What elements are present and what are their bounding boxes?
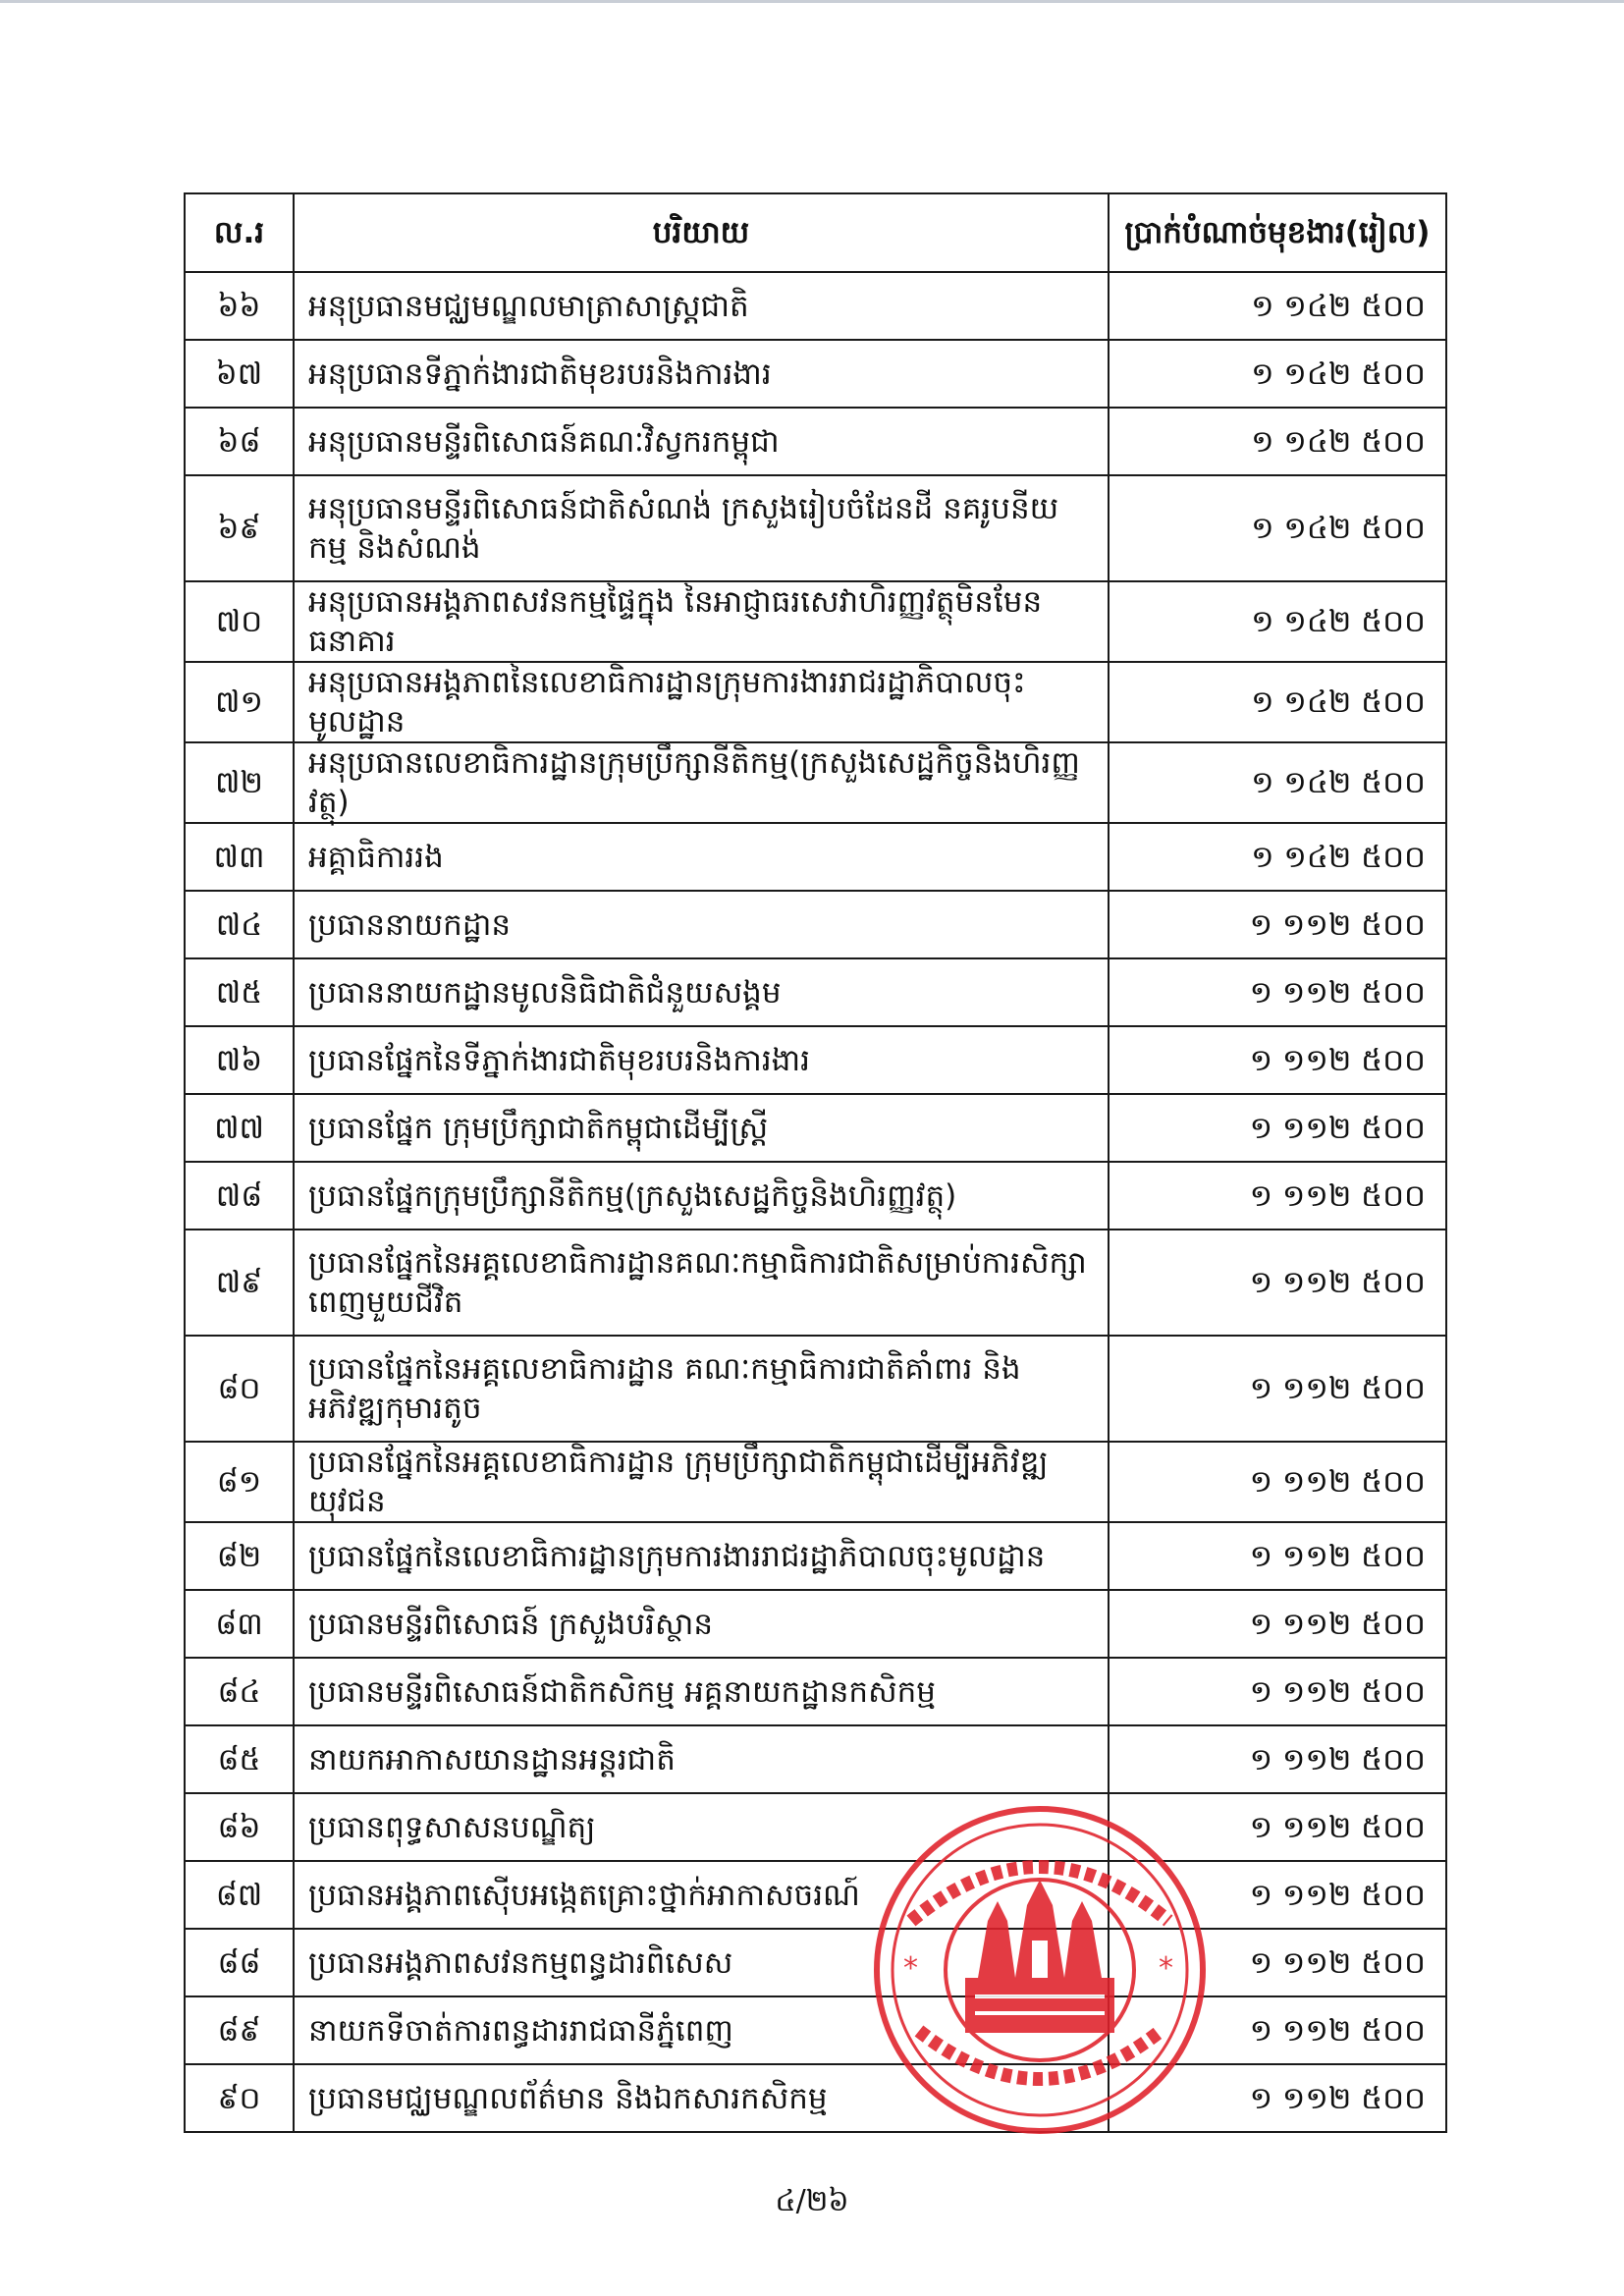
table-row	[185, 2064, 1446, 2132]
row-description: ប្រធានផ្នែកនៃអគ្គលេខាធិការដ្ឋាន ក្រុមប្រឹក្សាជាតិកម្ពុជាដើម្បីអភិវឌ្ឍយុវជន	[294, 1442, 1109, 1522]
top-edge-line	[0, 0, 1624, 3]
row-amount: ១ ១១២ ៥០០	[1109, 1442, 1446, 1522]
row-number: ៧៥	[185, 958, 294, 1026]
table-row	[185, 1725, 1446, 1793]
row-description: អនុប្រធានមជ្ឈមណ្ឌលមាត្រាសាស្ត្រជាតិ	[294, 272, 1109, 340]
header-amount: ប្រាក់បំណាច់មុខងារ(រៀល)	[1109, 193, 1446, 272]
table-row	[185, 1590, 1446, 1658]
row-amount: ១ ១១២ ៥០០	[1109, 1929, 1446, 1996]
row-amount: ១ ១៤២ ៥០០	[1109, 340, 1446, 408]
row-description: ប្រធានផ្នែកនៃទីភ្នាក់ងារជាតិមុខរបរនិងការងារ	[294, 1026, 1109, 1094]
row-description: ប្រធានមន្ទីរពិសោធន៍ ក្រសួងបរិស្ថាន	[294, 1590, 1109, 1658]
row-number: ៦៧	[185, 340, 294, 408]
row-description: អនុប្រធានលេខាធិការដ្ឋានក្រុមប្រឹក្សានីតិកម្ម(ក្រសួងសេដ្ឋកិច្ចនិងហិរញ្ញវត្ថុ)	[294, 742, 1109, 823]
table-row	[185, 823, 1446, 891]
row-number: ៨០	[185, 1336, 294, 1442]
row-amount: ១ ១៤២ ៥០០	[1109, 662, 1446, 742]
table-row	[185, 1861, 1446, 1929]
table-row	[185, 475, 1446, 581]
table-row	[185, 1026, 1446, 1094]
row-amount: ១ ១១២ ៥០០	[1109, 1725, 1446, 1793]
table-header-row	[185, 193, 1446, 272]
row-description: នាយកអាកាសយានដ្ឋានអន្តរជាតិ	[294, 1725, 1109, 1793]
row-description: អគ្គាធិការរង	[294, 823, 1109, 891]
row-number: ៧៧	[185, 1094, 294, 1162]
row-number: ៨៨	[185, 1929, 294, 1996]
table-row	[185, 1929, 1446, 1996]
row-amount: ១ ១១២ ៥០០	[1109, 1094, 1446, 1162]
row-description: អនុប្រធានអង្គភាពសវនកម្មផ្ទៃក្នុង នៃអាជ្ញាធរសេវាហិរញ្ញវត្ថុមិនមែនធនាគារ	[294, 581, 1109, 662]
allowance-table-container	[184, 192, 1445, 2133]
row-amount: ១ ១១២ ៥០០	[1109, 1793, 1446, 1861]
row-description: ប្រធានផ្នែកនៃអគ្គលេខាធិការដ្ឋានគណៈកម្មាធិការជាតិសម្រាប់ការសិក្សាពេញមួយជីវិត	[294, 1230, 1109, 1336]
table-row	[185, 958, 1446, 1026]
row-number: ៦៨	[185, 408, 294, 475]
table-row	[185, 581, 1446, 662]
table-row	[185, 1162, 1446, 1230]
row-description: នាយកទីចាត់ការពន្ធដាររាជធានីភ្នំពេញ	[294, 1996, 1109, 2064]
page-number: ៤/២៦	[775, 2184, 849, 2218]
row-number: ៨៧	[185, 1861, 294, 1929]
row-number: ៨១	[185, 1442, 294, 1522]
row-number: ៧៦	[185, 1026, 294, 1094]
row-description: ប្រធានពុទ្ធសាសនបណ្ឌិត្យ	[294, 1793, 1109, 1861]
table-row	[185, 662, 1446, 742]
row-amount: ១ ១១២ ៥០០	[1109, 1336, 1446, 1442]
row-amount: ១ ១១២ ៥០០	[1109, 1590, 1446, 1658]
row-description: អនុប្រធានទីភ្នាក់ងារជាតិមុខរបរនិងការងារ	[294, 340, 1109, 408]
table-row	[185, 1094, 1446, 1162]
row-description: អនុប្រធានមន្ទីរពិសោធន៍ជាតិសំណង់ ក្រសួងរៀបចំដែនដី នគរូបនីយកម្ម និងសំណង់	[294, 475, 1109, 581]
row-description: ប្រធានផ្នែកនៃអគ្គលេខាធិការដ្ឋាន គណៈកម្មាធិការជាតិគាំពារ និងអភិវឌ្ឍកុមារតូច	[294, 1336, 1109, 1442]
svg-text:*: *	[1159, 1951, 1173, 1986]
row-amount: ១ ១១២ ៥០០	[1109, 1522, 1446, 1590]
row-amount: ១ ១៤២ ៥០០	[1109, 742, 1446, 823]
table-row	[185, 1336, 1446, 1442]
table-row	[185, 340, 1446, 408]
svg-text:*: *	[903, 1951, 918, 1986]
row-description: ប្រធានមន្ទីរពិសោធន៍ជាតិកសិកម្ម អគ្គនាយកដ្ឋានកសិកម្ម	[294, 1658, 1109, 1725]
row-amount: ១ ១១២ ៥០០	[1109, 2064, 1446, 2132]
row-amount: ១ ១៤២ ៥០០	[1109, 823, 1446, 891]
row-number: ៧២	[185, 742, 294, 823]
allowance-table	[184, 192, 1447, 2133]
row-number: ៦៩	[185, 475, 294, 581]
row-amount: ១ ១១២ ៥០០	[1109, 1658, 1446, 1725]
row-number: ៧១	[185, 662, 294, 742]
table-row	[185, 272, 1446, 340]
row-description: អនុប្រធានអង្គភាពនៃលេខាធិការដ្ឋានក្រុមការងាររាជរដ្ឋាភិបាលចុះមូលដ្ឋាន	[294, 662, 1109, 742]
row-number: ៨៣	[185, 1590, 294, 1658]
table-row	[185, 742, 1446, 823]
row-number: ៨៦	[185, 1793, 294, 1861]
row-description: ប្រធានផ្នែកក្រុមប្រឹក្សានីតិកម្ម(ក្រសួងសេដ្ឋកិច្ចនិងហិរញ្ញវត្ថុ)	[294, 1162, 1109, 1230]
row-description: ប្រធានផ្នែកនៃលេខាធិការដ្ឋានក្រុមការងាររាជរដ្ឋាភិបាលចុះមូលដ្ឋាន	[294, 1522, 1109, 1590]
row-number: ៧៩	[185, 1230, 294, 1336]
row-amount: ១ ១១២ ៥០០	[1109, 1861, 1446, 1929]
row-number: ៨៤	[185, 1658, 294, 1725]
table-row	[185, 891, 1446, 958]
row-amount: ១ ១៤២ ៥០០	[1109, 408, 1446, 475]
table-row	[185, 1442, 1446, 1522]
table-row	[185, 408, 1446, 475]
row-number: ៨៥	[185, 1725, 294, 1793]
row-number: ៧៤	[185, 891, 294, 958]
table-row	[185, 1230, 1446, 1336]
row-amount: ១ ១១២ ៥០០	[1109, 1996, 1446, 2064]
row-description: អនុប្រធានមន្ទីរពិសោធន៍គណៈវិស្វករកម្ពុជា	[294, 408, 1109, 475]
header-description: បរិយាយ	[294, 193, 1109, 272]
row-number: ៩០	[185, 2064, 294, 2132]
table-row	[185, 1793, 1446, 1861]
row-description: ប្រធាននាយកដ្ឋាន	[294, 891, 1109, 958]
row-number: ៧៨	[185, 1162, 294, 1230]
row-description: ប្រធានអង្គភាពស៊ើបអង្កេតគ្រោះថ្នាក់អាកាសចរណ៍	[294, 1861, 1109, 1929]
row-amount: ១ ១៤២ ៥០០	[1109, 581, 1446, 662]
row-number: ៦៦	[185, 272, 294, 340]
row-number: ៨២	[185, 1522, 294, 1590]
row-number: ៧៣	[185, 823, 294, 891]
row-amount: ១ ១១២ ៥០០	[1109, 1230, 1446, 1336]
table-row	[185, 1522, 1446, 1590]
row-amount: ១ ១៤២ ៥០០	[1109, 475, 1446, 581]
table-row	[185, 1996, 1446, 2064]
row-description: ប្រធានអង្គភាពសវនកម្មពន្ធដារពិសេស	[294, 1929, 1109, 1996]
row-number: ៨៩	[185, 1996, 294, 2064]
row-description: ប្រធានផ្នែក ក្រុមប្រឹក្សាជាតិកម្ពុជាដើម្បីស្ត្រី	[294, 1094, 1109, 1162]
row-amount: ១ ១១២ ៥០០	[1109, 1162, 1446, 1230]
row-amount: ១ ១១២ ៥០០	[1109, 1026, 1446, 1094]
row-number: ៧០	[185, 581, 294, 662]
row-amount: ១ ១៤២ ៥០០	[1109, 272, 1446, 340]
table-row	[185, 1658, 1446, 1725]
row-amount: ១ ១១២ ៥០០	[1109, 891, 1446, 958]
header-number: ល.រ	[185, 193, 294, 272]
row-description: ប្រធានមជ្ឈមណ្ឌលព័ត៌មាន និងឯកសារកសិកម្ម	[294, 2064, 1109, 2132]
row-description: ប្រធាននាយកដ្ឋានមូលនិធិជាតិជំនួយសង្គម	[294, 958, 1109, 1026]
row-amount: ១ ១១២ ៥០០	[1109, 958, 1446, 1026]
